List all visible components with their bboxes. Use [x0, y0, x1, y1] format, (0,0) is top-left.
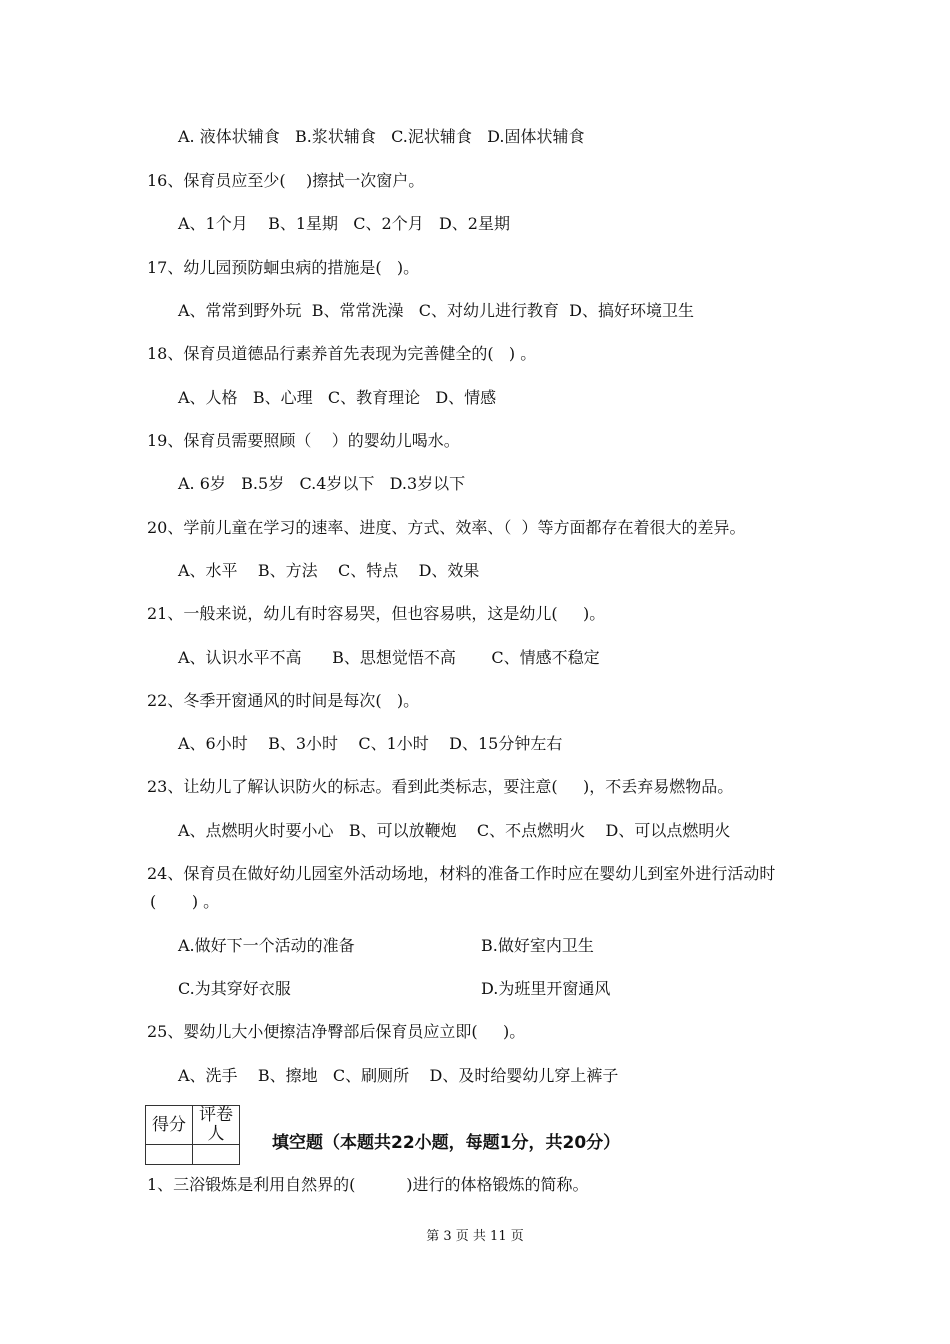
q24-option-b: B.做好室内卫生: [481, 936, 594, 955]
q24-option-d: D.为班里开窗通风: [481, 979, 611, 998]
fill-q1: 1、三浴锻炼是利用自然界的( )进行的体格锻炼的简称。: [147, 1175, 589, 1194]
section-title: 填空题（本题共22小题，每题1分，共20分）: [272, 1133, 621, 1153]
q21-stem: 21、一般来说，幼儿有时容易哭，但也容易哄，这是幼儿( )。: [147, 604, 606, 623]
q20-stem: 20、学前儿童在学习的速率、进度、方式、效率、（ ）等方面都存在着很大的差异。: [147, 518, 746, 537]
q19-stem: 19、保育员需要照顾（ ）的婴幼儿喝水。: [147, 431, 460, 450]
q24-stem-continuation: ( ) 。: [150, 892, 220, 911]
q16-options: A、1个月 B、1星期 C、2个月 D、2星期: [178, 214, 510, 233]
q17-stem: 17、幼儿园预防蛔虫病的措施是( )。: [147, 258, 420, 277]
score-table: [145, 1105, 240, 1165]
q23-stem: 23、让幼儿了解认识防火的标志。看到此类标志，要注意( )，不丢弃易燃物品。: [147, 777, 734, 796]
q15-options: A. 液体状辅食 B.浆状辅食 C.泥状辅食 D.固体状辅食: [178, 127, 585, 146]
q22-stem: 22、冬季开窗通风的时间是每次( )。: [147, 691, 420, 710]
q22-options: A、6小时 B、3小时 C、1小时 D、15分钟左右: [178, 734, 563, 753]
q25-stem: 25、婴幼儿大小便擦洁净臀部后保育员应立即( )。: [147, 1022, 526, 1041]
q25-options: A、洗手 B、擦地 C、刷厕所 D、及时给婴幼儿穿上裤子: [178, 1066, 619, 1085]
q24-option-a: A.做好下一个活动的准备: [178, 936, 355, 955]
q24-stem: 24、保育员在做好幼儿园室外活动场地，材料的准备工作时应在婴幼儿到室外进行活动时: [147, 864, 776, 883]
page-footer: 第 3 页 共 11 页: [426, 1229, 524, 1244]
q17-options: A、常常到野外玩 B、常常洗澡 C、对幼儿进行教育 D、搞好环境卫生: [178, 301, 694, 320]
q18-stem: 18、保育员道德品行素养首先表现为完善健全的( ) 。: [147, 344, 537, 363]
q23-options: A、点燃明火时要小心 B、可以放鞭炮 C、不点燃明火 D、可以点燃明火: [178, 821, 731, 840]
score-header: 得分: [146, 1106, 193, 1145]
q18-options: A、人格 B、心理 C、教育理论 D、情感: [178, 388, 497, 407]
grader-header: 评卷人: [193, 1106, 240, 1145]
q21-options: A、认识水平不高 B、思想觉悟不高 C、情感不稳定: [178, 648, 600, 667]
q16-stem: 16、保育员应至少( )擦拭一次窗户。: [147, 171, 425, 190]
score-cell: [146, 1145, 193, 1165]
q20-options: A、水平 B、方法 C、特点 D、效果: [178, 561, 480, 580]
grader-cell: [193, 1145, 240, 1165]
q24-option-c: C.为其穿好衣服: [178, 979, 291, 998]
q19-options: A. 6岁 B.5岁 C.4岁以下 D.3岁以下: [178, 474, 466, 493]
